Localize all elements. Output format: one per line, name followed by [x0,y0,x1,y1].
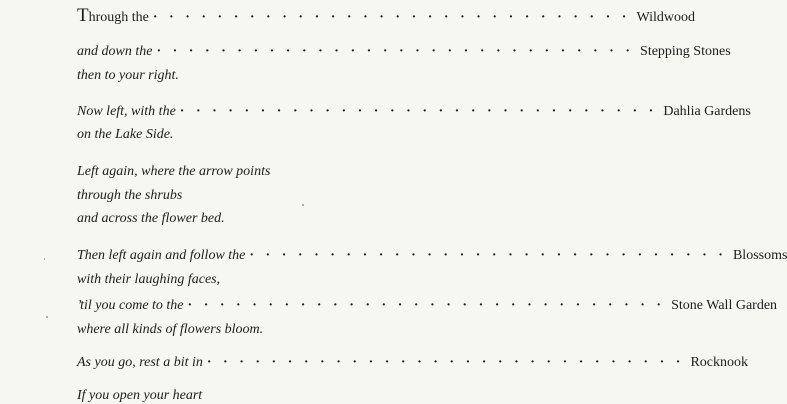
paper-speck [46,316,48,318]
line-dahlia-gardens [77,104,751,120]
line-stone-wall-garden [77,298,778,314]
line-text: through the shrubs [77,188,183,203]
dot-leader: · · · · · · · · · · · · · · · · · · · · · · · · · · · · · · [179,104,658,119]
paper-speck [302,204,304,206]
line-flowers-bloom [77,322,422,338]
destination-dahlia-gardens: Dahlia Gardens [663,104,751,119]
dot-leader: · · · · · · · · · · · · · · · · · · · · · · · · · · · · · · [249,248,727,263]
destination-wildwood: Wildwood [636,10,695,25]
dot-leader: · · · · · · · · · · · · · · · · · · · · · · · · · · · · · · [156,44,635,59]
line-text: on the Lake Side. [77,127,174,142]
line-flower-bed [77,211,422,227]
dot-leader: · · · · · · · · · · · · · · · · · · · · · · · · · · · · · · [187,298,666,313]
paper-speck [44,258,45,260]
line-text: Now left, with the [77,104,176,119]
line-text: and down the [77,44,153,59]
line-text: and across the flower bed. [77,211,225,226]
line-through-shrubs [77,188,422,204]
dot-leader: · · · · · · · · · · · · · · · · · · · · · · · · · · · · · · [206,355,685,370]
dot-leader: · · · · · · · · · · · · · · · · · · · · · · · · · · · · · · [152,10,631,25]
line-text: then to your right. [77,68,179,83]
line-text: where all kinds of flowers bloom. [77,322,264,337]
line-lake-side [77,127,422,143]
line-text: with their laughing faces, [77,272,221,287]
line-then-right [77,68,422,84]
destination-stepping-stones: Stepping Stones [640,44,731,59]
line-laughing-faces [77,272,422,288]
destination-stone-wall-garden: Stone Wall Garden [671,298,778,313]
line-wildwood [77,5,695,26]
line-text: Then left again and follow the [77,248,246,263]
line-text: hrough the [88,10,149,25]
line-text: If you open your heart [77,388,203,403]
line-open-heart [77,388,422,404]
line-blossoms [77,248,787,264]
line-text: Left again, where the arrow points [77,164,271,179]
line-text: ’til you come to the [77,298,184,313]
drop-cap: T [77,5,89,26]
line-stepping-stones [77,44,731,60]
destination-rocknook: Rocknook [690,355,749,370]
line-text: As you go, rest a bit in [77,355,203,370]
destination-blossoms: Blossoms [732,248,787,263]
line-rocknook [77,355,749,371]
line-arrow-points [77,164,422,180]
